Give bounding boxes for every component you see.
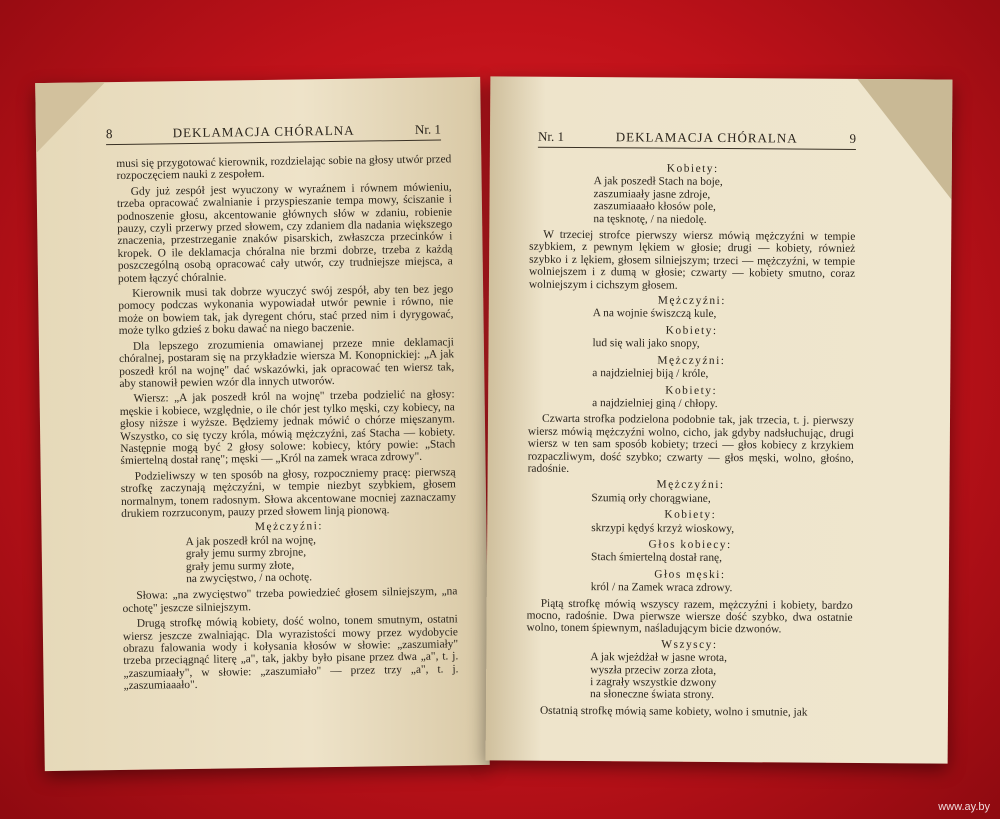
verse-line: A jak poszedł Stach na boje,	[593, 175, 723, 189]
right-page-title: DEKLAMACJA CHÓRALNA	[615, 129, 798, 146]
right-page-text	[526, 159, 856, 723]
paragraph: Drugą strofkę mówią kobiety, dość wolno, tonem smutnym, ostatni wiersz jeszcze zwalniając. Dla wyrazistości mowy przez wydobycie obrazu falowania wody i kołysania kłosów w słowie: „zaszumiały" trzeba przeciągnąć literę „a", tak, jakby było pisane przez dwa „a", t. j. „zaszumiaały", w słowie: „zaszumiało" — przez trzy „a", t. j. „zaszumiaaało".	[122, 613, 459, 693]
watermark: www.ay.by	[938, 801, 990, 813]
paragraph: Wiersz: „A jak poszedł król na wojnę" trzeba podzielić na głosy: męskie i kobiece, względnie, o ile chór jest tylko męski, czy kobiecy, na głosy niższe i wyższe. Będziemy jednak mówić o chórze mięszanym. Wszystko, co się tyczy króla, mówią mężczyźni, zaś Stacha — kobiety. Następnie mogą być 2 głosy solowe: kobiecy, który powie: „Stach śmiertelną dostał ranę"; męski — „Król na zamek wraca zdrowy".	[119, 388, 456, 468]
left-page-number: 8	[105, 126, 113, 142]
verse-line: na zwycięstwo, / na ochotę.	[186, 571, 313, 586]
left-page-title: DEKLAMACJA CHÓRALNA	[172, 122, 355, 141]
paragraph: Czwarta strofka podzielona podobnie tak, jak trzecia, t. j. pierwszy wiersz mówią mężczyźni wolno, cicho, jak gdyby nadsłuchując, drugi wiersz w ten sam sposób kobiety; trzeci — głos kobiecy z krzykiem rozpaczliwym, dość szybko; czwarty — głos męski, wolno, głośno, radośnie.	[527, 413, 855, 475]
verse-line: i zagrały wszystkie dzwony	[590, 676, 717, 690]
left-corner-fold	[35, 82, 106, 153]
verse-line: zaszumiaaało kłosów pole,	[593, 200, 716, 214]
verse-line: na tęsknotę, / na niedolę.	[593, 212, 707, 226]
paragraph: Słowa: „na zwycięstwo" trzeba powiedzieć głosem silniejszym, „na ochotę" jeszcze silniejszym.	[122, 585, 458, 615]
verse-heading: Mężczyźni:	[657, 294, 726, 308]
verse-block	[590, 651, 852, 702]
verse-heading: Mężczyźni:	[657, 354, 726, 367]
verse-block	[593, 176, 855, 227]
verse-line: A jak wjeżdżał w jasne wrota,	[590, 651, 728, 665]
right-page-number: 9	[849, 130, 857, 146]
verse-heading: Kobiety:	[665, 384, 718, 397]
verse-line: a najdzielniej giną / chłopy.	[592, 397, 718, 410]
verse-heading: Mężczyźni:	[656, 478, 725, 492]
verse-block	[593, 308, 855, 322]
verse-heading: Kobiety:	[664, 508, 717, 522]
right-page-header	[538, 129, 856, 150]
paragraph: W trzeciej strofce pierwszy wiersz mówią mężczyźni w tempie szybkiem, z pewnym lękiem w głosie; drugi — kobiety, również szybko i z lękiem, głosem silniejszym; trzeci — mężczyźni, w tempie wolniejszem i z dumą w głosie; czwarty — kobiety smutno, coraz wolniejszym i cichszym głosem.	[528, 228, 856, 292]
verse-line: Stach śmiertelną dostał ranę,	[590, 551, 723, 565]
right-page	[486, 76, 953, 763]
right-page-issue: Nr. 1	[537, 128, 565, 144]
verse-block	[592, 337, 854, 351]
verse-line: a najdzielniej biją / króle,	[592, 367, 709, 381]
verse-line: wyszła przeciw zorza złota,	[590, 663, 717, 677]
verse-block	[591, 492, 853, 506]
verse-heading: Głos kobiecy:	[648, 538, 732, 552]
paragraph: Piątą strofkę mówią wszyscy razem, mężczyźni i kobiety, bardzo mocno, radośnie. Dwa pierwsze wiersze dość szybko, dwa ostatnie wolno, tonem śpiewnym, naśladującym bicie dzwonów.	[526, 597, 853, 636]
paragraph: Podzieliwszy w ten sposób na głosy, rozpoczniemy pracę: pierwszą strofkę zaczynają mężczyźni, w tempie niezbyt szybkiem, głosem normalnym, tonem radosnym. Słowa akcentowane mocniej zaznaczamy drukiem rozrzuconym, pauzy przed słowem linją pionową.	[120, 466, 457, 520]
verse-line: na słoneczne świata strony.	[590, 688, 715, 702]
verse-block	[591, 522, 853, 536]
left-page	[35, 77, 490, 771]
verse-line: A na wojnie świszczą kule,	[592, 307, 717, 321]
left-page-header	[106, 121, 441, 145]
paragraph: Ostatnią strofkę mówią same kobiety, wolno i smutnie, jak	[539, 704, 808, 719]
verse-line: zaszumiaały jasne zdroje,	[593, 187, 711, 201]
verse-heading: Kobiety:	[665, 324, 718, 337]
left-page-issue: Nr. 1	[414, 121, 442, 137]
left-page-text	[116, 153, 458, 695]
paragraph: Gdy już zespół jest wyuczony w wyraźnem i równem mówieniu, trzeba opracować zwalnianie i przyspieszanie tempa mowy, ściszanie i podnoszenie głosu, akcentowanie głównych słów w zdaniu, robienie pauzy, czyli przerwy przed słowem, czy zdaniem dla nadania większego znaczenia, przestrzeganie znaków pisarskich, zwłaszcza przecinków i kropek. O ile deklamacja chóralna nie brzmi dobrze, trzeba z każdą poszczególną osobą opracować cały utwór, czy trudniejsze miejsca, a potem łączyć chóralnie.	[116, 181, 453, 285]
verse-line: Szumią orły chorągwiane,	[591, 491, 711, 505]
verse-line: grały jemu surmy zbrojne,	[185, 546, 307, 561]
verse-heading: Mężczyźni:	[254, 520, 324, 534]
verse-line: król / na Zamek wraca zdrowy.	[590, 581, 733, 595]
verse-heading: Głos męski:	[654, 568, 726, 581]
verse-heading: Kobiety:	[666, 162, 719, 175]
paragraph: Dla lepszego zrozumienia omawianej przeze mnie deklamacji chóralnej, postaram się na przykładzie wiersza M. Konopnickiej: „A jak poszedł król na wojnę" dać wskazówki, jak opracować ten wiersz tak, aby stanowił pewien wzór dla innych utworów.	[118, 336, 455, 390]
paragraph: musi się przygotować kierownik, rozdzielając sobie na głosy utwór przed rozpoczęciem nauki z zespołem.	[116, 153, 452, 183]
verse-line: A jak poszedł król na wojnę,	[185, 534, 317, 548]
verse-line: lud się wali jako snopy,	[592, 337, 700, 351]
verse-block	[592, 397, 854, 411]
verse-heading: Wszyscy:	[661, 638, 718, 651]
verse-line: grały jemu surmy złote,	[185, 559, 295, 573]
verse-block	[186, 532, 458, 585]
right-corner-fold	[857, 79, 953, 200]
paragraph: Kierownik musi tak dobrze wyuczyć swój zespół, aby ten bez jego pomocy podczas wykonania wypowiadał utwór pewnie i równo, nie może on bowiem tak, jak dyregent chóru, stać przed nim i dyrygować, może tylko gdzieś z boku dawać na niego baczenie.	[118, 283, 454, 338]
verse-block	[592, 367, 854, 381]
verse-block	[591, 551, 853, 565]
verse-block	[591, 581, 853, 595]
verse-line: skrzypi kędyś krzyż wioskowy,	[591, 521, 735, 535]
